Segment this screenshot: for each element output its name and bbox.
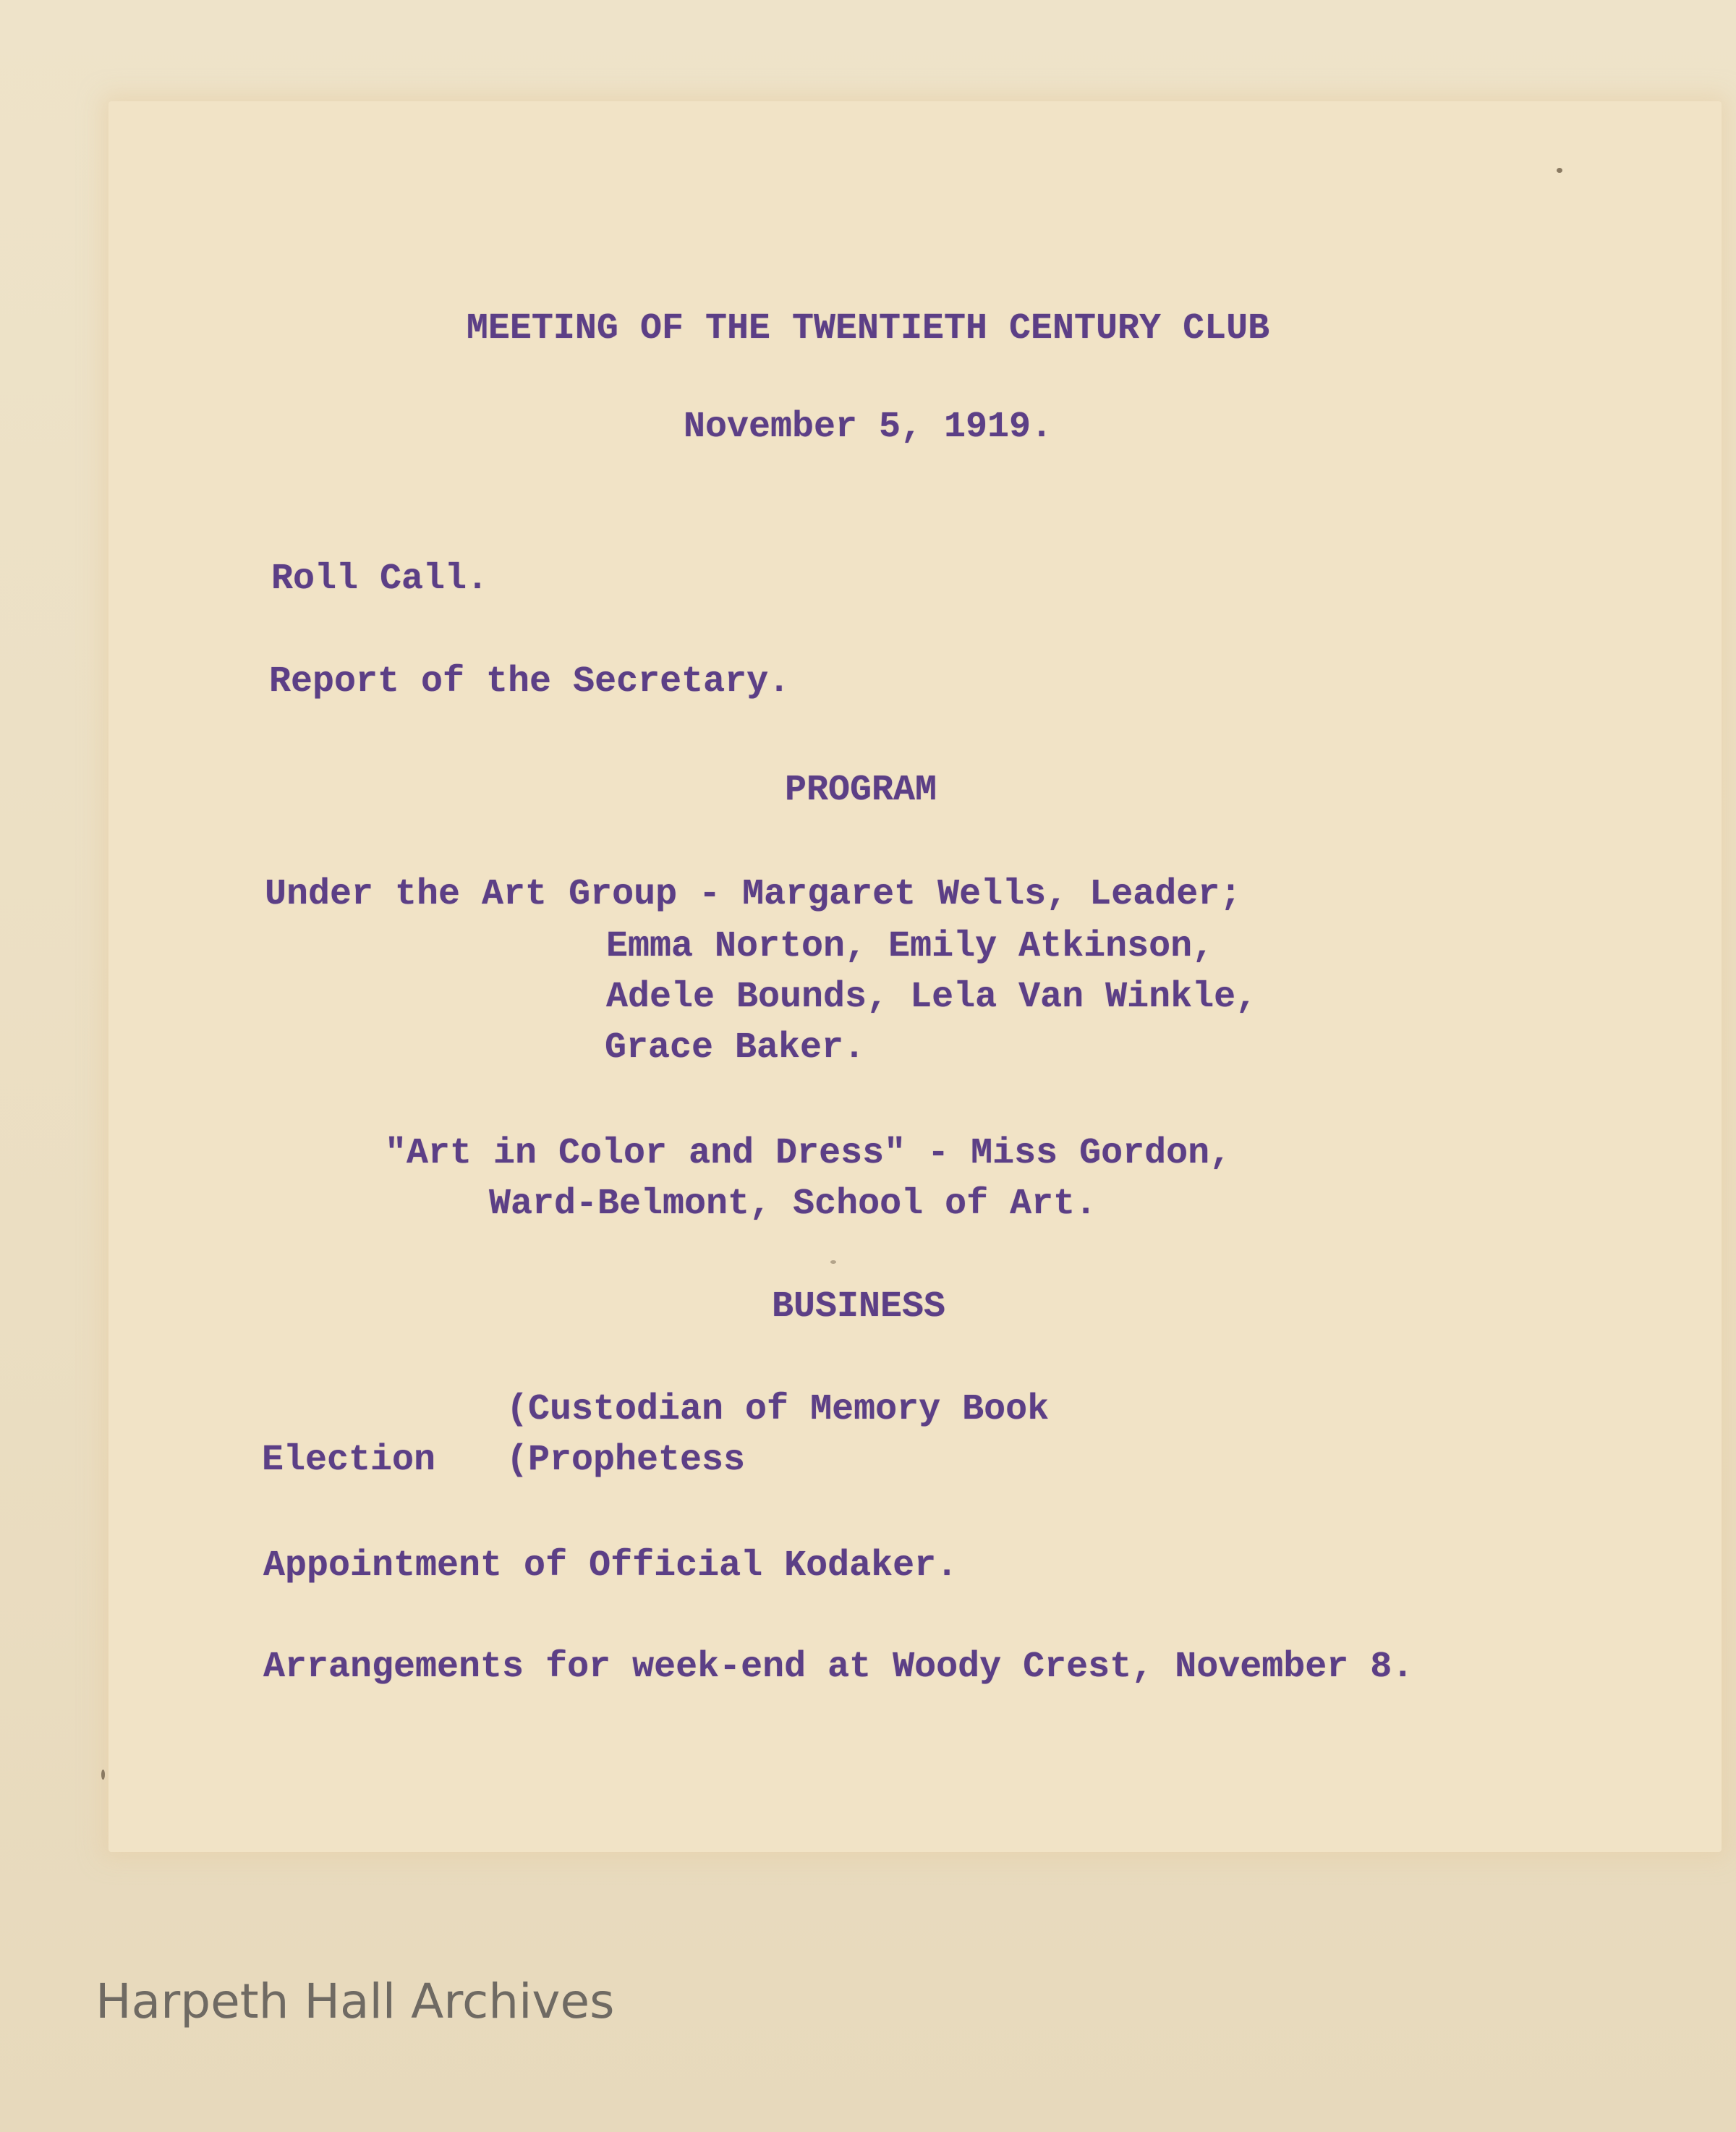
art-group-members-line: Grace Baker. (605, 1027, 866, 1069)
art-group-members-line: Emma Norton, Emily Atkinson, (606, 926, 1214, 967)
election-office-line: (Custodian of Memory Book (506, 1389, 1050, 1430)
program-heading: PROGRAM (785, 770, 937, 811)
meeting-date: November 5, 1919. (683, 407, 1053, 448)
talk-speaker-affiliation: Ward-Belmont, School of Art. (489, 1184, 1097, 1225)
paper-speck (830, 1260, 836, 1264)
election-label: Election (262, 1440, 436, 1481)
business-heading: BUSINESS (772, 1286, 946, 1328)
art-group-members-line: Adele Bounds, Lela Van Winkle, (606, 977, 1258, 1018)
paper-speck (1557, 168, 1562, 173)
appointment-line: Appointment of Official Kodaker. (263, 1545, 958, 1587)
arrangements-line: Arrangements for week-end at Woody Crest, November 8. (263, 1647, 1414, 1688)
paper-speck (101, 1770, 105, 1780)
art-group-line: Under the Art Group - Margaret Wells, Leader; (265, 874, 1242, 915)
document-title: MEETING OF THE TWENTIETH CENTURY CLUB (466, 308, 1270, 349)
roll-call-line: Roll Call. (271, 559, 489, 600)
talk-title-line: "Art in Color and Dress" - Miss Gordon, (385, 1133, 1232, 1174)
election-office-line: (Prophetess (506, 1440, 746, 1481)
secretary-report-line: Report of the Secretary. (269, 661, 791, 702)
archive-watermark: Harpeth Hall Archives (95, 1974, 615, 2029)
